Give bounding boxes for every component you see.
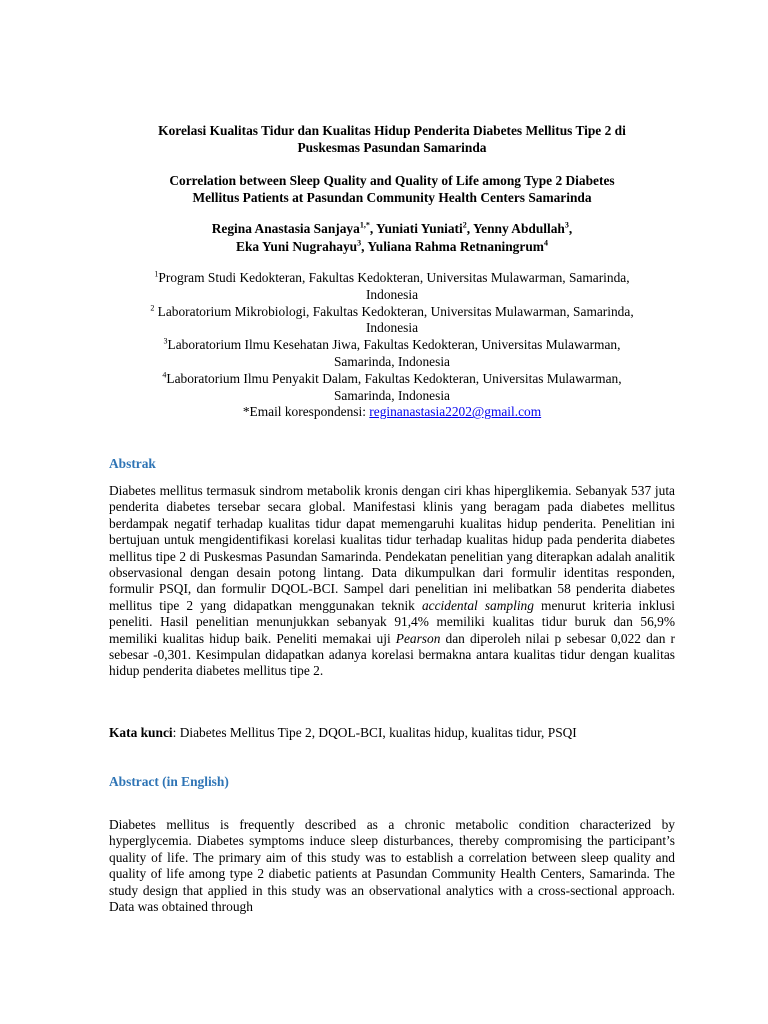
author-affil-sup: 2: [462, 220, 467, 230]
affiliation-text: Program Studi Kedokteran, Fakultas Kedokteran, Universitas Mulawarman, Samarinda,: [158, 270, 630, 285]
affiliation-sup: 3: [163, 336, 168, 346]
title-en-line2: Mellitus Patients at Pasundan Community Health Centers Samarinda: [192, 190, 592, 205]
abstrak-heading: Abstrak: [109, 456, 156, 471]
keywords-text: : Diabetes Mellitus Tipe 2, DQOL-BCI, kualitas hidup, kualitas tidur, PSQI: [172, 725, 577, 740]
affiliation-item-cont: Samarinda, Indonesia: [333, 353, 451, 369]
keywords-label: Kata kunci: [109, 725, 173, 740]
title-indonesian: [108, 122, 676, 156]
affiliation-text: Laboratorium Mikrobiologi, Fakultas Kedokteran, Universitas Mulawarman, Samarinda,: [154, 303, 634, 319]
author-affil-sup: 1,*: [359, 220, 370, 230]
authors-line1: Regina Anastasia Sanjaya$^{1,*}$, Yuniati Yuniati$^2$, Yenny Abdullah$^3$,: [211, 220, 573, 236]
abstrak-text-2: menurut kriteria inklusi peneliti. Hasil penelitian menunjukkan sebanyak 91,4% memiliki kualitas tidur buruk dan 56,9% memiliki kualitas hidup baik. Peneliti memakai uji: [109, 597, 675, 646]
affiliation-sup: 1: [154, 269, 159, 279]
authors-line2: Eka Yuni Nugrahayu$^3$, Yuliana Rahma Retnaningrum$^4$: [236, 238, 548, 254]
title-english: [108, 172, 676, 206]
abstract-en-heading: Abstract (in English): [109, 774, 229, 789]
email-link[interactable]: reginanastasia2202@gmail.com: [369, 404, 542, 420]
affiliation-sup: 2: [150, 303, 155, 313]
affiliation-item: [108, 371, 676, 388]
author-affil-sup: 3: [564, 220, 569, 230]
author-affil-sup: 3: [357, 238, 362, 248]
abstrak-italic-1: accidental sampling: [421, 597, 534, 613]
abstrak-body: [109, 483, 675, 680]
affiliation-item: [108, 304, 676, 321]
title-id-line1: Korelasi Kualitas Tidur dan Kualitas Hidup Penderita Diabetes Mellitus Tipe 2 di: [158, 123, 626, 138]
author-name: Yenny Abdullah: [472, 221, 565, 236]
abstrak-text-3: dan diperoleh nilai p sebesar 0,022 dan r sebesar -0,301. Kesimpulan didapatkan adanya korelasi bermakna antara kualitas tidur dengan kualitas hidup penderita diabetes mellitus tipe 2.: [109, 630, 675, 679]
author-affil-sup: 4: [543, 238, 548, 248]
abstract-en-body: Diabetes mellitus is frequently described as a chronic metabolic condition characterized by hyperglycemia. Diabetes symptoms induce sleep disturbances, thereby compromising the participant’s quality of life. The primary aim of this study was to establish a correlation between sleep quality and quality of life among type 2 diabetic patients at Pasundan Community Health Centers, Samarinda. The study design that applied in this study was an observational analytics with a cross-sectional approach. Data was obtained through: [109, 817, 675, 915]
author-name: Yuniati Yuniati: [376, 221, 463, 236]
title-en-line1: Correlation between Sleep Quality and Quality of Life among Type 2 Diabetes: [169, 173, 615, 188]
abstrak-italic-2: Pearson: [395, 630, 441, 646]
affiliation-text: Laboratorium Ilmu Kesehatan Jiwa, Fakultas Kedokteran, Universitas Mulawarman,: [167, 337, 621, 353]
affiliation-item-cont: Indonesia: [365, 286, 419, 302]
affiliation-sup: 4: [162, 370, 167, 380]
affiliation-item: [108, 270, 676, 287]
affiliation-item-cont: Samarinda, Indonesia: [333, 387, 451, 403]
title-id-line2: Puskesmas Pasundan Samarinda: [297, 140, 487, 155]
affiliation-text: Laboratorium Ilmu Penyakit Dalam, Fakultas Kedokteran, Universitas Mulawarman,: [166, 370, 622, 386]
author-list: [108, 220, 676, 256]
author-name: Regina Anastasia Sanjaya: [211, 221, 360, 236]
keywords-line: [109, 724, 675, 741]
affiliation-item: [108, 337, 676, 354]
author-name: Yuliana Rahma Retnaningrum: [367, 239, 544, 254]
email-line: [108, 404, 676, 421]
email-label: *Email korespondensi:: [242, 404, 370, 420]
affiliations: [108, 270, 676, 421]
affiliation-item-cont: Indonesia: [365, 320, 419, 336]
abstrak-text-1: Diabetes mellitus termasuk sindrom metabolik kronis dengan ciri khas hiperglikemia. Sebanyak 537 juta penderita diabetes tersebar secara global. Manifestasi klinis yang beragam pada diabetes mellitus berdampak negatif terhadap kualitas tidur dapat memengaruhi kualitas hidup penderita. Penelitian ini bertujuan untuk mengidentifikasi korelasi kualitas tidur terhadap kualitas hidup pada penderita diabetes mellitus tipe 2 di Puskesmas Pasundan Samarinda. Pendekatan penelitian yang diterapkan adalah analitik observasional dengan desain potong lintang. Data dikumpulkan dari formulir identitas responden, formulir PSQI, dan formulir DQOL-BCI. Sampel dari penelitian ini melibatkan 58 penderita diabetes mellitus tipe 2 yang didapatkan menggunakan teknik: [109, 483, 675, 613]
author-name: Eka Yuni Nugrahayu: [236, 239, 358, 254]
